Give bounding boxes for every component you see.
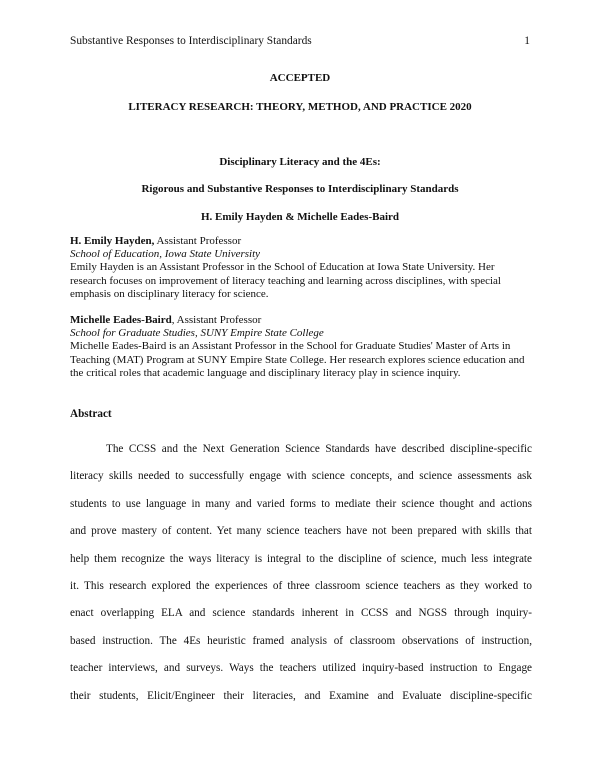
page-number: 1 [524,35,530,47]
abstract-line: it. This research explored the experiences of three classroom science teachers as they worked to [70,580,532,593]
paper-title-line1: Disciplinary Literacy and the 4Es: [219,156,381,168]
status-label: ACCEPTED [269,72,331,84]
abstract-heading: Abstract [70,408,112,420]
authors-line: H. Emily Hayden & Michelle Eades-Baird [201,211,399,223]
abstract-line: and prove mastery of content. Yet many science teachers have not been prepared with skills that [70,525,532,538]
journal-name: LITERACY RESEARCH: THEORY, METHOD, AND PRACTICE 2020 [128,101,472,113]
author2-affiliation: School for Graduate Studies, SUNY Empire State College [70,327,324,340]
author1-name: H. Emily Hayden, [70,235,155,247]
author1-bio: Emily Hayden is an Assistant Professor in the School of Education at Iowa State University. Her research focuses on improvement of literacy teaching and learning across disciplines, with special emphasis on disciplinary literacy for science. [70,261,501,300]
author1-role: Assistant Professor [154,235,242,247]
running-head [70,35,530,47]
author2-role: , Assistant Professor [171,314,262,326]
abstract-line: enact overlapping ELA and science standards inherent in CCSS and NGSS through inquiry- [70,607,532,620]
author1-block [70,235,532,301]
author2-block [70,314,532,380]
abstract-line: teacher interviews, and surveys. Ways the teachers utilized inquiry-based instruction to Engage [70,662,532,675]
abstract-line: based instruction. The 4Es heuristic framed analysis of classroom observations of instruction, [70,634,532,647]
author1-affiliation: School of Education, Iowa State University [70,248,261,261]
running-head-title: Substantive Responses to Interdisciplinary Standards [70,35,312,47]
abstract-body [70,436,532,710]
abstract-line: students to use language in many and varied forms to mediate their science thought and actions [70,497,532,510]
paper-title-line2: Rigorous and Substantive Responses to Interdisciplinary Standards [141,183,459,195]
author2-bio: Michelle Eades-Baird is an Assistant Professor in the School for Graduate Studies' Master of Arts in Teaching (MAT) Program at SUNY Empire State College. Her research explores science education and the critical roles that academic language and disciplinary literacy play in science inquiry. [70,340,525,379]
abstract-line: their students, Elicit/Engineer their literacies, and Examine and Evaluate discipline-specific [70,689,532,702]
abstract-line: The CCSS and the Next Generation Science Standards have described discipline-specific [106,443,532,455]
abstract-line: help them recognize the ways literacy is integral to the discipline of science, much less integrate [70,552,532,565]
author2-name: Michelle Eades-Baird [70,314,172,326]
abstract-line: literacy skills needed to successfully engage with science concepts, and science assessments ask [70,470,532,483]
